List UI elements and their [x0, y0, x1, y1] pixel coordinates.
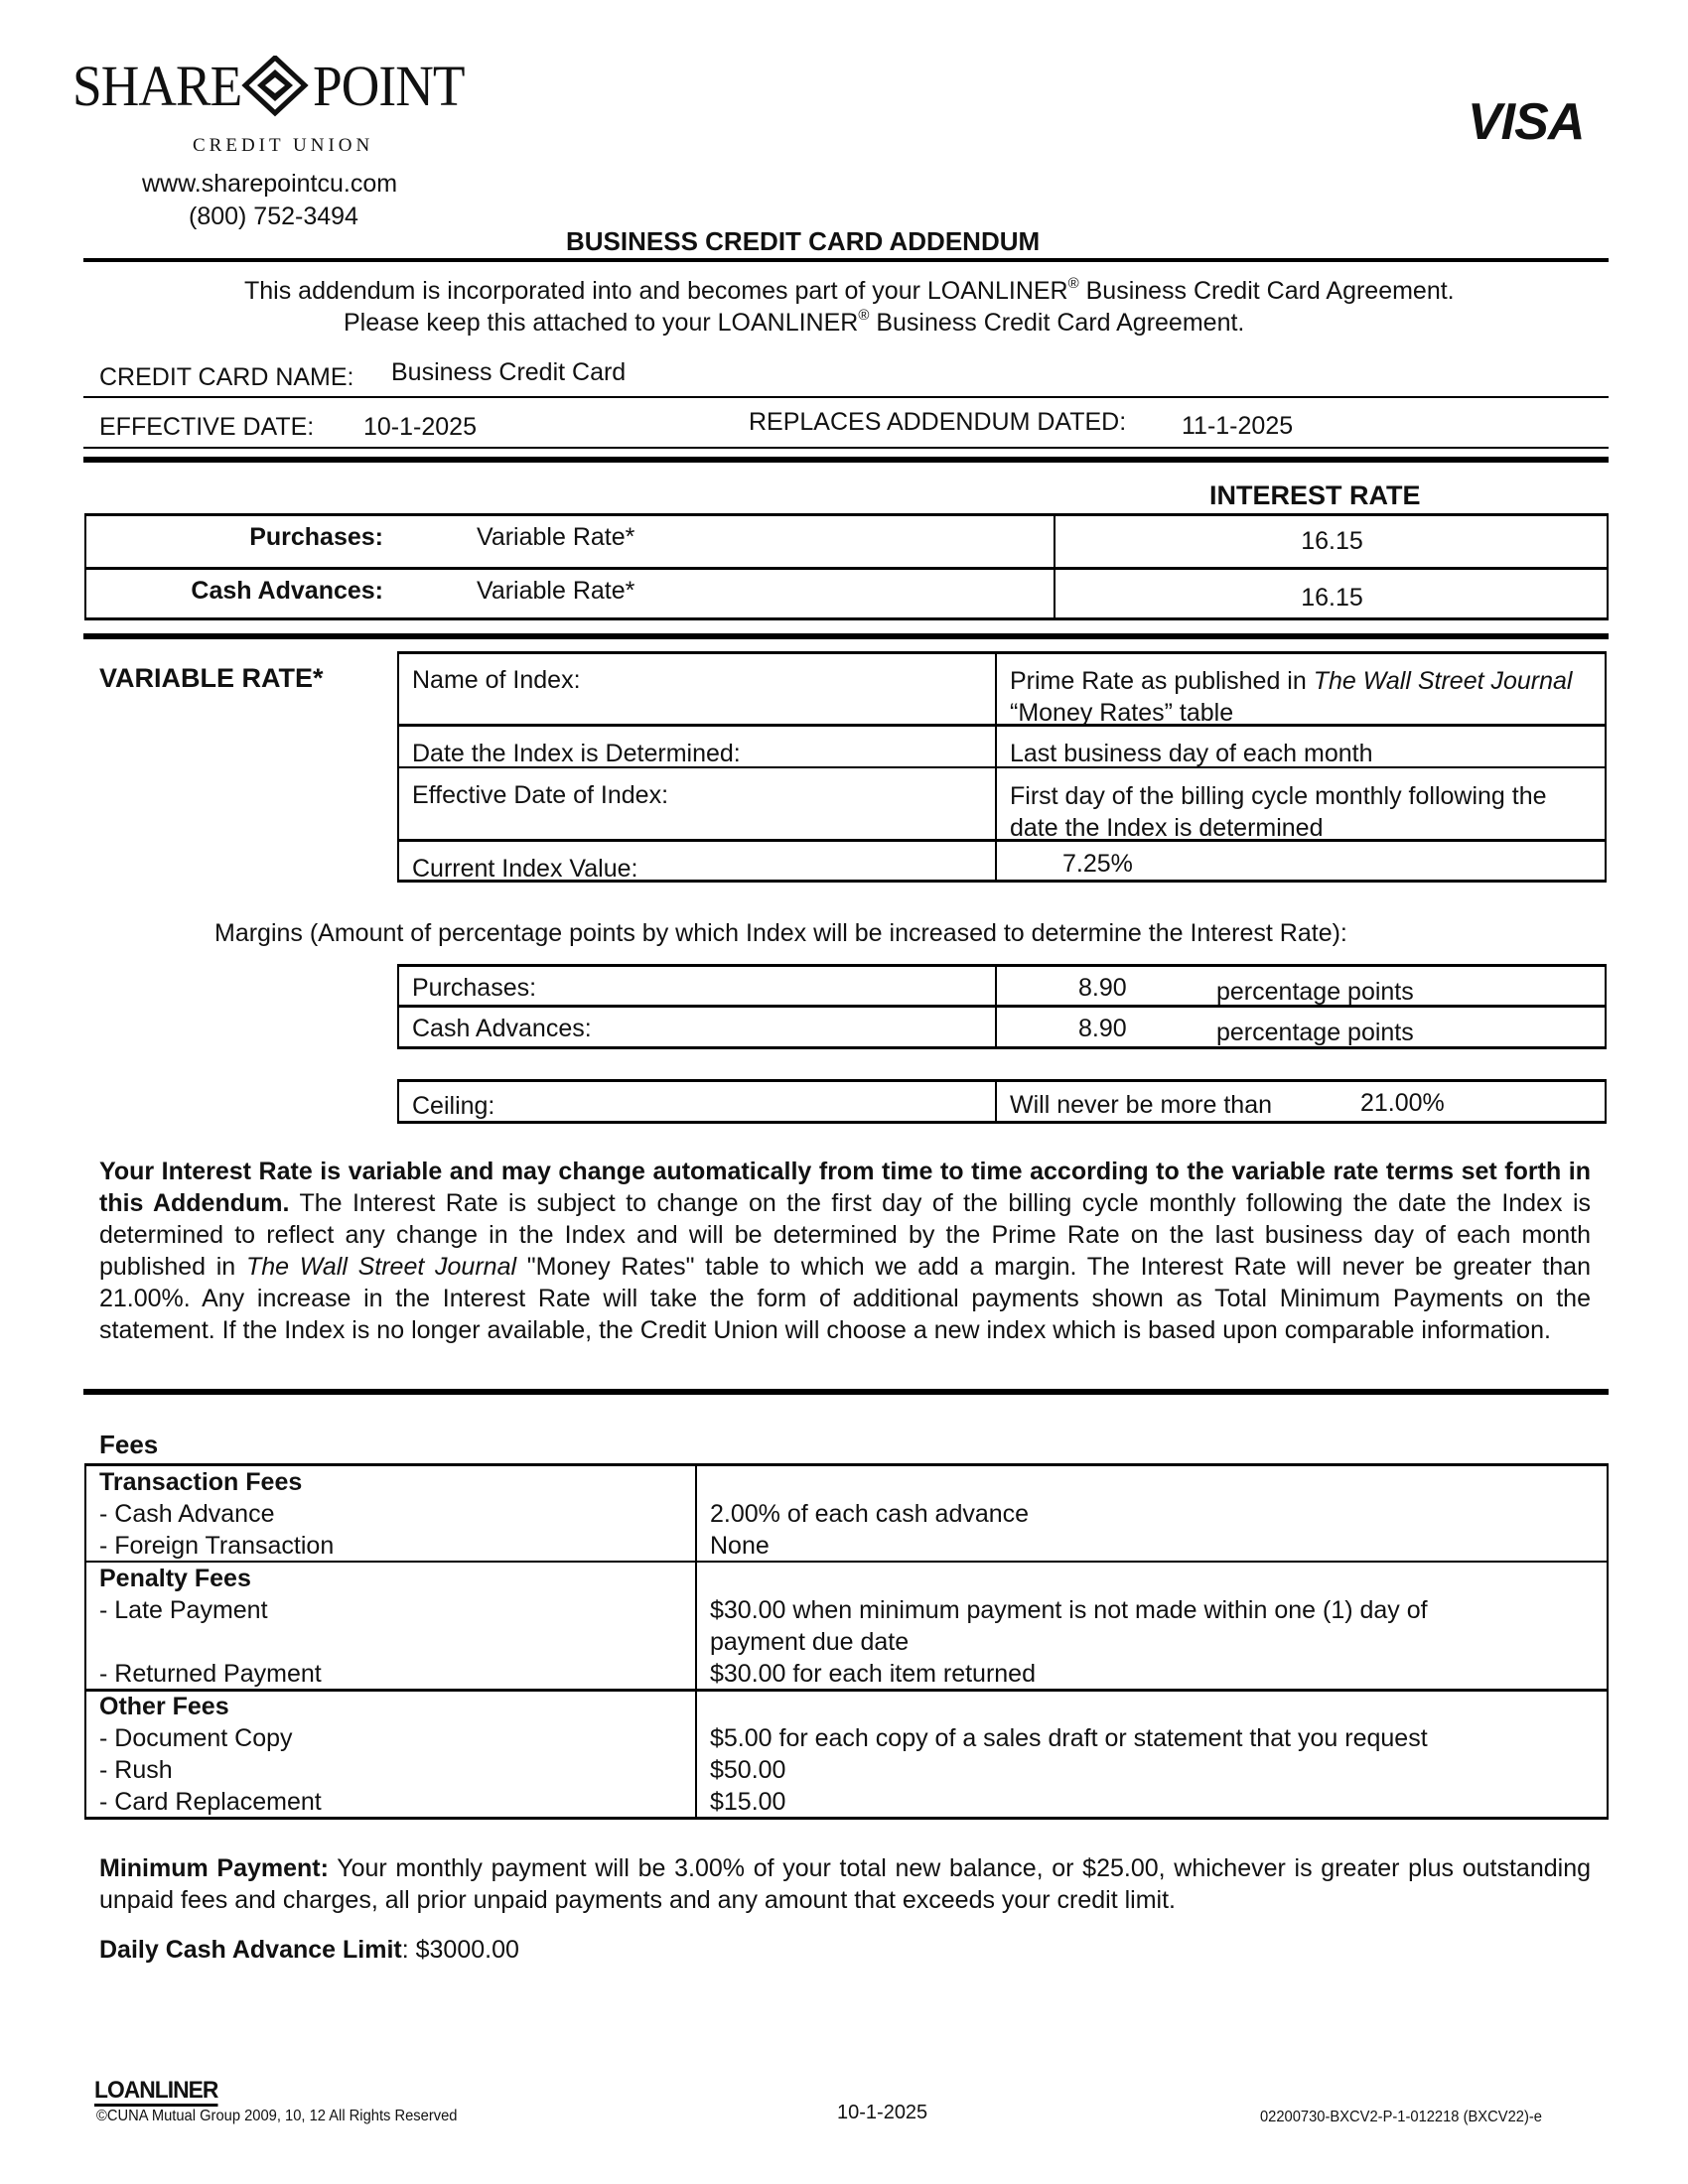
variable-row-label: Date the Index is Determined:: [412, 740, 741, 767]
footer-copyright: ©CUNA Mutual Group 2009, 10, 12 All Rights Reserved: [96, 2108, 458, 2124]
loanliner-logo: LOANLINER: [94, 2078, 217, 2107]
fee-item-value: $50.00: [710, 1756, 786, 1784]
section-divider-thick: [83, 633, 1609, 639]
margin-row-value: 8.90: [1078, 1015, 1127, 1042]
variable-rate-heading: VARIABLE RATE*: [99, 663, 324, 693]
logo-text-share: SHARE: [72, 54, 242, 118]
fee-item-label: - Rush: [99, 1756, 173, 1784]
fee-item-label: - Returned Payment: [99, 1660, 322, 1688]
fees-heading: Fees: [99, 1430, 159, 1459]
fee-group-title: Other Fees: [99, 1693, 229, 1720]
variable-row-value: First day of the billing cycle monthly following the date the Index is determined: [1010, 782, 1547, 842]
margin-row-label: Cash Advances:: [412, 1015, 592, 1042]
logo-subtitle: CREDIT UNION: [193, 135, 374, 156]
ceiling-label: Ceiling:: [412, 1092, 495, 1120]
logo-text-point: POINT: [313, 54, 465, 118]
fees-col-divider: [695, 1463, 697, 1820]
fee-item-value: None: [710, 1532, 770, 1560]
effective-date-value: 10-1-2025: [363, 413, 477, 441]
title-divider: [83, 258, 1609, 262]
dates-divider: [83, 447, 1609, 449]
section-divider-thick: [83, 457, 1609, 463]
fee-item-label: - Cash Advance: [99, 1500, 275, 1528]
interest-row-rate: 16.15: [1301, 527, 1363, 555]
variable-row-value: Last business day of each month: [1010, 740, 1373, 767]
ceiling-value: 21.00%: [1360, 1089, 1445, 1117]
replaces-addendum-value: 11-1-2025: [1182, 412, 1294, 440]
fee-item-label: - Document Copy: [99, 1724, 293, 1752]
sharepoint-diamond-icon: [241, 56, 309, 119]
variable-row-value: Prime Rate as published in The Wall Street Journal “Money Rates” table: [1010, 667, 1573, 727]
variable-rate-disclosure: Your Interest Rate is variable and may change automatically from time to time according to the variable rate terms set forth in this Addendum. The Interest Rate is subject to change on the first day of the billing cycle monthly following the date the Index is determined to reflect any change in the Index and will be determined by the Prime Rate on the last business day of each month published in The Wall Street Journal "Money Rates" table to which we add a margin. The Interest Rate will never be greater than 21.00%. Any increase in the Interest Rate will take the form of additional payments shown as Total Minimum Payments on the statement. If the Index is no longer available, the Credit Union will choose a new index which is based upon comparable information.: [99, 1158, 1591, 1344]
variable-row-label: Effective Date of Index:: [412, 781, 669, 809]
fee-item-value: $30.00 for each item returned: [710, 1660, 1036, 1688]
section-divider-thick: [83, 1389, 1609, 1395]
margin-row-value: 8.90: [1078, 974, 1127, 1002]
interest-row-divider: [84, 567, 1609, 570]
fees-row-divider: [84, 1689, 1609, 1692]
footer-date: 10-1-2025: [837, 2102, 928, 2123]
fee-item-value: 2.00% of each cash advance: [710, 1500, 1030, 1528]
sharepoint-logo: [72, 56, 490, 117]
interest-row-label: Purchases:: [249, 523, 383, 551]
credit-card-name-label: CREDIT CARD NAME:: [99, 363, 354, 391]
margin-row-unit: percentage points: [1216, 1019, 1414, 1046]
fee-item-label: - Foreign Transaction: [99, 1532, 335, 1560]
fee-item-value: $5.00 for each copy of a sales draft or statement that you request: [710, 1724, 1428, 1752]
fee-item-value: $30.00 when minimum payment is not made within one (1) day of: [710, 1596, 1428, 1624]
variable-row-label: Name of Index:: [412, 666, 581, 694]
ceiling-text: Will never be more than: [1010, 1091, 1273, 1119]
daily-cash-advance-limit: Daily Cash Advance Limit: $3000.00: [99, 1936, 519, 1964]
interest-rate-header: INTEREST RATE: [1209, 480, 1421, 510]
ceiling-col-divider: [995, 1079, 997, 1124]
interest-row-type: Variable Rate*: [477, 523, 635, 551]
interest-row-rate: 16.15: [1301, 584, 1363, 612]
margin-row-unit: percentage points: [1216, 978, 1414, 1006]
card-name-divider: [83, 396, 1609, 398]
margins-row-divider: [397, 1005, 1607, 1008]
margins-caption: Margins (Amount of percentage points by which Index will be increased to determine the Interest Rate):: [214, 919, 1347, 947]
visa-logo: VISA: [1468, 93, 1585, 151]
footer-form-code: 02200730-BXCV2-P-1-012218 (BXCV22)-e: [1260, 2109, 1542, 2125]
website-link[interactable]: www.sharepointcu.com: [142, 170, 398, 198]
current-index-value: 7.25%: [1062, 850, 1133, 878]
fee-item-value-cont: payment due date: [710, 1628, 910, 1656]
intro-line-1: This addendum is incorporated into and becomes part of your LOANLINER® Business Credit Card Agreement.: [244, 274, 1455, 305]
minimum-payment: Minimum Payment: Your monthly payment will be 3.00% of your total new balance, or $25.00, whichever is greater plus outstanding unpaid fees and charges, all prior unpaid payments and any amount that exceeds your credit limit.: [99, 1854, 1592, 1914]
fee-item-value: $15.00: [710, 1788, 786, 1816]
replaces-addendum-label: REPLACES ADDENDUM DATED:: [749, 408, 1127, 436]
interest-row-type: Variable Rate*: [477, 577, 635, 605]
variable-row-label: Current Index Value:: [412, 855, 638, 883]
interest-row-label: Cash Advances:: [191, 577, 383, 605]
fees-row-divider: [84, 1561, 1609, 1563]
effective-date-label: EFFECTIVE DATE:: [99, 413, 315, 441]
page-title: BUSINESS CREDIT CARD ADDENDUM: [566, 226, 1041, 256]
fee-item-label: - Late Payment: [99, 1596, 268, 1624]
credit-card-name-value: Business Credit Card: [391, 358, 627, 386]
fee-group-title: Penalty Fees: [99, 1565, 251, 1592]
fee-item-label: - Card Replacement: [99, 1788, 322, 1816]
margin-row-label: Purchases:: [412, 974, 537, 1002]
phone-number: (800) 752-3494: [189, 203, 358, 230]
fee-group-title: Transaction Fees: [99, 1468, 303, 1496]
intro-line-2: Please keep this attached to your LOANLINER® Business Credit Card Agreement.: [344, 306, 1245, 337]
